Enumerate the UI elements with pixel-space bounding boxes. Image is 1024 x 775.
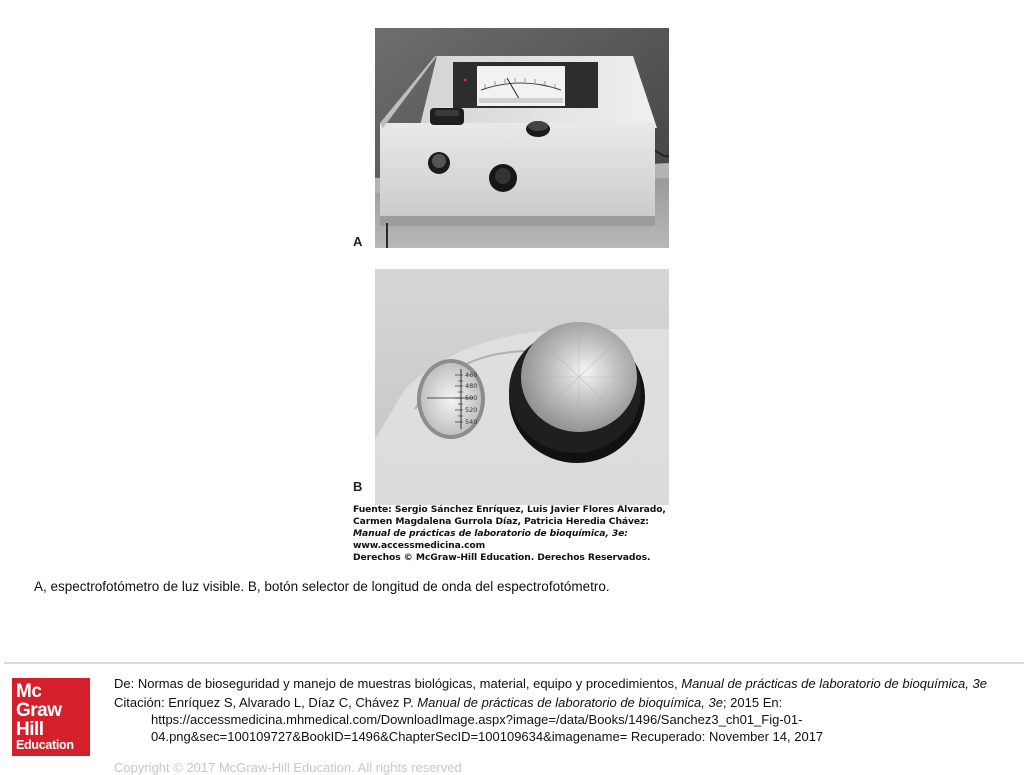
- reference-citation: Citación: Enríquez S, Alvarado L, Díaz C, Chávez P. Manual de prácticas de laboratorio de bioquímica, 3e; 2015 En: https://accessmedicina.mhmedical.com/DownloadImage.aspx?image=/data/Books/1496/Sanchez3_ch01_Fig-01-04.png&sec=100109727&BookID=1496&ChapterSecID=100109634&imagename= Recuperado: November 14, 2017: [114, 695, 824, 744]
- scale-520: 520: [465, 406, 478, 414]
- wavelength-knob-image: [375, 269, 669, 505]
- mcgraw-hill-logo: Mc Graw Hill Education: [12, 678, 90, 756]
- reference-from: De: Normas de bioseguridad y manejo de muestras biológicas, material, equipo y procedimientos, Manual de prácticas de laboratorio de bioquímica, 3e: [114, 676, 987, 691]
- source-line-4: www.accessmedicina.com: [353, 540, 486, 551]
- spectrophotometer-image: [375, 28, 669, 248]
- source-line-1: Fuente: Sergio Sánchez Enríquez, Luis Javier Flores Alvarado,: [353, 504, 666, 515]
- references: [114, 675, 1014, 747]
- figure-source: [353, 504, 669, 564]
- figure: [350, 26, 672, 566]
- source-line-2: Carmen Magdalena Gurrola Díaz, Patricia Heredia Chávez:: [353, 516, 649, 527]
- figure-caption: A, espectrofotómetro de luz visible. B, botón selector de longitud de onda del espectrofotómetro.: [34, 579, 610, 594]
- scale-500: 500: [465, 394, 478, 402]
- label-a: A: [353, 234, 363, 249]
- label-b: B: [353, 479, 363, 494]
- scale-540: 540: [465, 418, 478, 426]
- photo-spectrophotometer: [375, 28, 669, 248]
- divider: [4, 662, 1024, 664]
- scale-460: 460: [465, 371, 478, 379]
- source-line-3: Manual de prácticas de laboratorio de bioquímica, 3e:: [353, 528, 628, 539]
- photo-wavelength-knob: [375, 269, 669, 505]
- scale-480: 480: [465, 382, 478, 390]
- source-line-5: Derechos © McGraw-Hill Education. Derechos Reservados.: [353, 552, 651, 563]
- copyright-notice: Copyright © 2017 McGraw-Hill Education. All rights reserved: [114, 760, 462, 775]
